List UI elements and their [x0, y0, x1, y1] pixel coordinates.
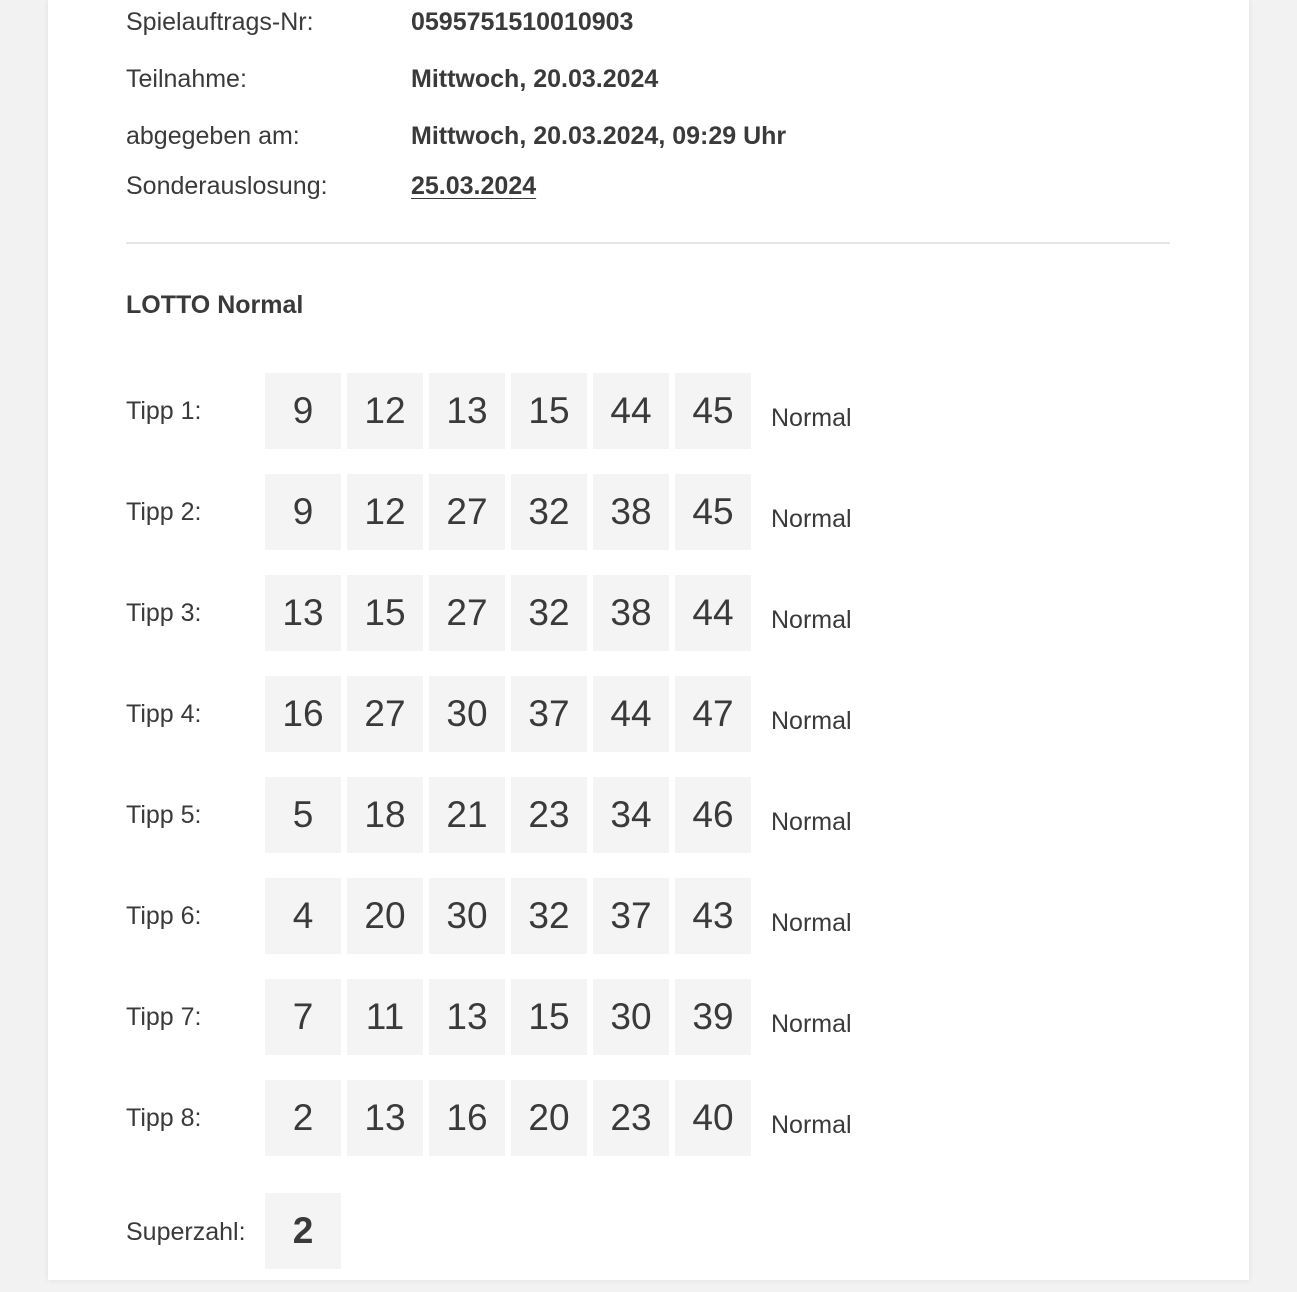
tipp-numbers [265, 1080, 751, 1156]
tipp-number: 13 [265, 575, 341, 651]
tipp-number: 16 [429, 1080, 505, 1156]
tipp-type: Normal [771, 404, 852, 432]
tipp-label: Tipp 8: [126, 1104, 202, 1132]
participation-label: Teilnahme: [126, 65, 247, 93]
tipp-number: 13 [429, 373, 505, 449]
tipp-number: 13 [429, 979, 505, 1055]
tipp-type: Normal [771, 808, 852, 836]
tipp-number: 30 [429, 676, 505, 752]
tipp-number: 15 [511, 979, 587, 1055]
superzahl-label: Superzahl: [126, 1218, 246, 1246]
tipp-number: 46 [675, 777, 751, 853]
tipp-number: 23 [593, 1080, 669, 1156]
tipp-number: 27 [429, 474, 505, 550]
submitted-label: abgegeben am: [126, 122, 300, 150]
superzahl-row [126, 1193, 526, 1269]
tipp-number: 4 [265, 878, 341, 954]
tipp-number: 12 [347, 373, 423, 449]
tipp-number: 32 [511, 878, 587, 954]
tipp-type: Normal [771, 909, 852, 937]
tipp-number: 39 [675, 979, 751, 1055]
tipp-label: Tipp 2: [126, 498, 202, 526]
order-number-value: 0595751510010903 [411, 8, 634, 36]
special-draw-label: Sonderauslosung: [126, 172, 328, 200]
tipp-number: 9 [265, 373, 341, 449]
tipp-number: 45 [675, 373, 751, 449]
tipp-label: Tipp 4: [126, 700, 202, 728]
tipp-numbers [265, 474, 751, 550]
superzahl-value: 2 [265, 1193, 341, 1269]
tipp-number: 38 [593, 575, 669, 651]
tipp-number: 13 [347, 1080, 423, 1156]
tipp-type: Normal [771, 1111, 852, 1139]
tipp-number: 12 [347, 474, 423, 550]
tipp-number: 16 [265, 676, 341, 752]
tipp-number: 20 [511, 1080, 587, 1156]
tipp-label: Tipp 6: [126, 902, 202, 930]
tipp-number: 15 [347, 575, 423, 651]
tipp-label: Tipp 1: [126, 397, 202, 425]
tipp-number: 47 [675, 676, 751, 752]
submitted-value: Mittwoch, 20.03.2024, 09:29 Uhr [411, 122, 787, 150]
tipp-number: 43 [675, 878, 751, 954]
tipp-type: Normal [771, 1010, 852, 1038]
tipp-number: 11 [347, 979, 423, 1055]
tipp-number: 20 [347, 878, 423, 954]
tipp-type: Normal [771, 505, 852, 533]
tipp-number: 23 [511, 777, 587, 853]
tipp-label: Tipp 3: [126, 599, 202, 627]
tipp-number: 44 [593, 373, 669, 449]
participation-value: Mittwoch, 20.03.2024 [411, 65, 659, 93]
tipp-number: 34 [593, 777, 669, 853]
tipp-label: Tipp 7: [126, 1003, 202, 1031]
tipp-number: 38 [593, 474, 669, 550]
tipp-number: 21 [429, 777, 505, 853]
tipp-numbers [265, 777, 751, 853]
tipp-number: 30 [429, 878, 505, 954]
tipp-number: 44 [593, 676, 669, 752]
tipp-number: 32 [511, 575, 587, 651]
tipp-numbers [265, 878, 751, 954]
special-draw-link[interactable]: 25.03.2024 [411, 172, 537, 200]
tipp-number: 15 [511, 373, 587, 449]
tipp-number: 9 [265, 474, 341, 550]
tipp-number: 2 [265, 1080, 341, 1156]
tipp-numbers [265, 979, 751, 1055]
tipp-numbers [265, 676, 751, 752]
tipp-number: 32 [511, 474, 587, 550]
ticket-card [48, 0, 1249, 1280]
divider [126, 242, 1170, 244]
tipp-number: 7 [265, 979, 341, 1055]
tipp-number: 30 [593, 979, 669, 1055]
tipp-number: 44 [675, 575, 751, 651]
tipp-type: Normal [771, 606, 852, 634]
tipp-number: 37 [511, 676, 587, 752]
tipp-numbers [265, 575, 751, 651]
tipp-numbers [265, 373, 751, 449]
order-number-label: Spielauftrags-Nr: [126, 8, 314, 36]
tipp-number: 40 [675, 1080, 751, 1156]
tipp-number: 27 [347, 676, 423, 752]
tipp-type: Normal [771, 707, 852, 735]
tipp-number: 45 [675, 474, 751, 550]
tipp-number: 27 [429, 575, 505, 651]
tipp-number: 37 [593, 878, 669, 954]
tipp-label: Tipp 5: [126, 801, 202, 829]
tipp-number: 18 [347, 777, 423, 853]
game-title: LOTTO Normal [126, 291, 304, 319]
tipp-number: 5 [265, 777, 341, 853]
